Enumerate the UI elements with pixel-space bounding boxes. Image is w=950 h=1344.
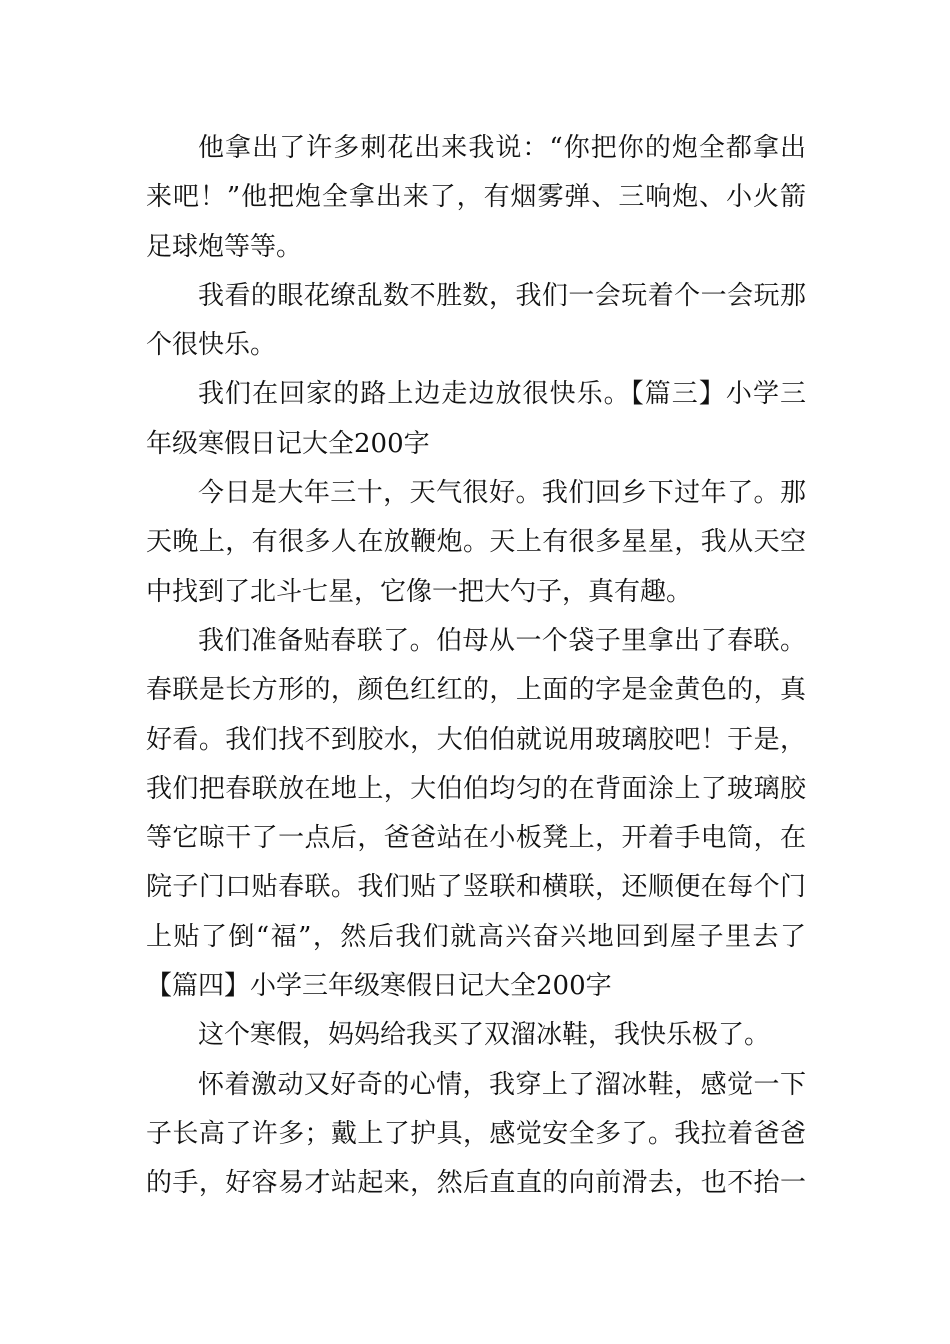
- text-line: 子长高了许多；戴上了护具，感觉安全多了。我拉着爸爸: [146, 1118, 806, 1149]
- text-line: 好看。我们找不到胶水，大伯伯就说用玻璃胶吧！于是，: [146, 724, 806, 755]
- text-line: 今日是大年三十，天气很好。我们回乡下过年了。那: [198, 478, 806, 509]
- text-line: 等它晾干了一点后，爸爸站在小板凳上，开着手电筒，在: [146, 823, 806, 854]
- text-line: 院子门口贴春联。我们贴了竖联和横联，还顺便在每个门: [146, 872, 806, 903]
- text-line: 春联是长方形的，颜色红红的，上面的字是金黄色的，真: [146, 675, 806, 706]
- text-line: 足球炮等等。: [146, 231, 303, 262]
- text-line: 的手，好容易才站起来，然后直直的向前滑去，也不抬一: [146, 1168, 806, 1199]
- text-line: 怀着激动又好奇的心情，我穿上了溜冰鞋，感觉一下: [198, 1069, 806, 1100]
- text-line: 这个寒假，妈妈给我买了双溜冰鞋，我快乐极了。: [198, 1020, 771, 1051]
- document-body: [146, 124, 806, 1209]
- text-line: 个很快乐。: [146, 330, 277, 361]
- text-line: 来吧！”他把炮全拿出来了，有烟雾弹、三响炮、小火箭: [146, 182, 806, 213]
- text-line: 年级寒假日记大全200字: [146, 428, 430, 459]
- text-line: 他拿出了许多刺花出来我说：“你把你的炮全都拿出: [198, 133, 806, 163]
- text-line: 【篇四】小学三年级寒假日记大全200字: [146, 971, 612, 1002]
- text-line: 上贴了倒“福”，然后我们就高兴奋兴地回到屋子里去了: [146, 921, 806, 952]
- text-line: 我看的眼花缭乱数不胜数，我们一会玩着个一会玩那: [198, 280, 806, 311]
- text-line: 天晚上，有很多人在放鞭炮。天上有很多星星，我从天空: [146, 527, 806, 558]
- text-line: 我们在回家的路上边走边放很快乐。【篇三】小学三: [198, 379, 806, 410]
- text-line: 我们准备贴春联了。伯母从一个袋子里拿出了春联。: [198, 625, 806, 656]
- text-line: 中找到了北斗七星，它像一把大勺子，真有趣。: [146, 576, 693, 607]
- text-line: 我们把春联放在地上，大伯伯均匀的在背面涂上了玻璃胶: [146, 773, 806, 804]
